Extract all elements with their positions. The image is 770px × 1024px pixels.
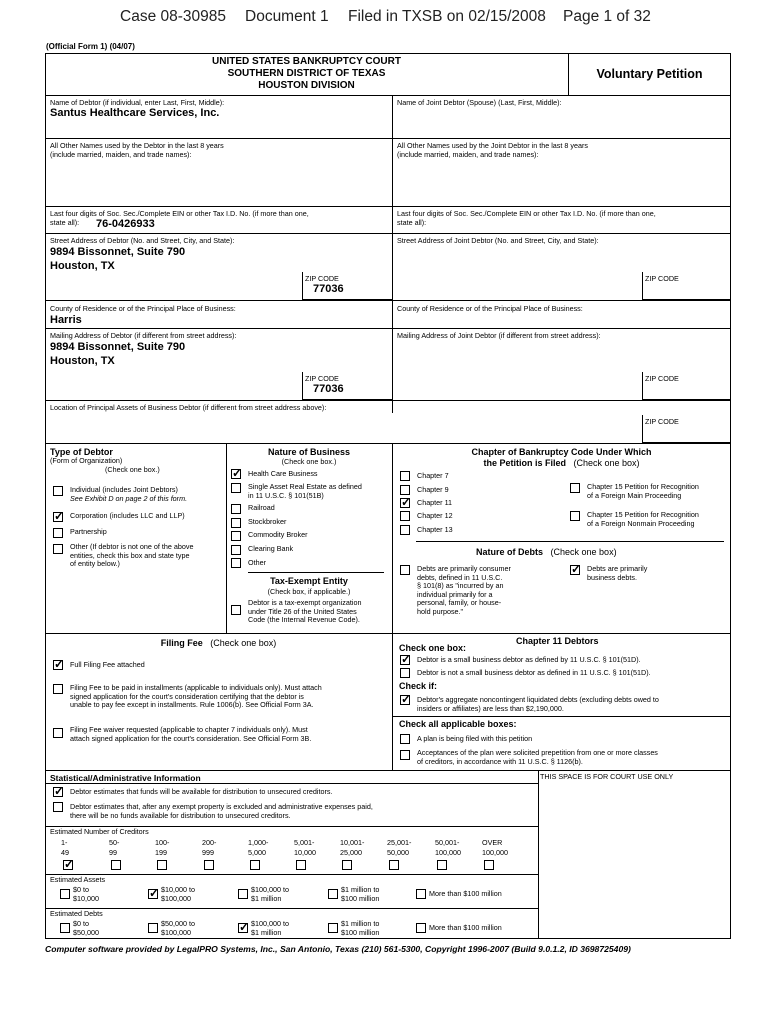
creditors-option-label-a: 1- (61, 838, 68, 847)
railroad-checkbox[interactable] (231, 504, 241, 514)
installments-l2: signed application for the court's consideration certifying that the debtor is (70, 691, 304, 701)
small-business-label: Debtor is a small business debtor as defined by 11 U.S.C. § 101(51D). (417, 655, 641, 664)
creditors-option-checkbox[interactable] (111, 860, 121, 870)
debtor-mail-line1: 9894 Bissonnet, Suite 790 (50, 341, 186, 353)
installments-l1: Filing Fee to be paid in installments (applicable to individuals only). Must attach (70, 683, 322, 692)
zip-label: ZIP CODE (305, 274, 339, 283)
other-entity-label (70, 543, 193, 569)
assets-option-label-a: More than $100 million (429, 889, 502, 898)
fee-waiver-checkbox[interactable] (53, 728, 63, 738)
single-asset-l2: in 11 U.S.C. § 101(51B) (248, 490, 324, 500)
joint-mail-zip-box (642, 372, 731, 400)
creditors-option-label-a: 50,001- (435, 838, 460, 847)
chapter-12-checkbox[interactable] (400, 511, 410, 521)
debts-option-label-a: $50,000 to (161, 919, 195, 928)
assets-option-label-b: $100,000 (161, 894, 191, 903)
creditors-option-label-b: 99 (109, 848, 117, 857)
consumer-debts-label (417, 565, 511, 617)
chapter-title2: the Petition is Filed (483, 458, 566, 468)
chapter-11-checkbox[interactable] (400, 498, 410, 508)
debts-option-checkbox[interactable] (416, 923, 426, 933)
creditors-option-label-b: 100,000 (482, 848, 508, 857)
type-of-debtor-sub2: (Check one box.) (105, 465, 160, 474)
debtor-ein-label (50, 210, 309, 227)
page-number: Page 1 of 32 (563, 8, 651, 25)
court-use-only: THIS SPACE IS FOR COURT USE ONLY (540, 772, 674, 781)
consumer-l2: debts, defined in 11 U.S.C. (417, 572, 503, 582)
chapter-check-hint: (Check one box) (573, 458, 640, 468)
creditors-option-label-b: 100,000 (435, 848, 461, 857)
creditors-option-checkbox[interactable] (342, 860, 352, 870)
debtor-street-label: Street Address of Debtor (No. and Street, City, and State): (50, 236, 235, 245)
consumer-l5: personal, family, or house- (417, 598, 502, 608)
check-one-box: Check one box: (399, 643, 467, 653)
acceptances-label (417, 749, 658, 766)
chapter-15-nonmain-checkbox[interactable] (570, 511, 580, 521)
joint-ein-label (397, 210, 656, 227)
tax-exempt-l2: under Title 26 of the United States (248, 606, 357, 616)
assets-option-checkbox[interactable] (328, 889, 338, 899)
debtor-mail-zip: 77036 (313, 383, 344, 395)
other-business-label: Other (248, 558, 266, 567)
clearing-bank-checkbox[interactable] (231, 545, 241, 555)
creditors-option-label-b: 50,000 (387, 848, 409, 857)
joint-other-names-l2: (include married, maiden, and trade names): (397, 149, 539, 159)
clearing-bank-label: Clearing Bank (248, 544, 294, 553)
funds-available-label: Debtor estimates that funds will be available for distribution to unsecured creditors. (70, 787, 333, 796)
type-of-debtor-title: Type of Debtor (50, 447, 113, 457)
ch11-debtors-title: Chapter 11 Debtors (516, 636, 599, 646)
creditors-option-label-a: 50- (109, 838, 120, 847)
no-funds-label (70, 803, 373, 820)
zip-label: ZIP CODE (645, 417, 679, 426)
creditors-option-label-b: 49 (61, 848, 69, 857)
zip-label: ZIP CODE (645, 374, 679, 383)
full-fee-label: Full Filing Fee attached (70, 660, 145, 669)
debtor-other-names-label (50, 142, 224, 159)
debts-option-checkbox[interactable] (148, 923, 158, 933)
debts-option-label-b: $100 million (341, 928, 380, 937)
creditors-option-label-b: 10,000 (294, 848, 316, 857)
installments-l3: unable to pay fee except in installments. Rule 1006(b). See Official Form 3A. (70, 700, 314, 710)
debtor-zip-box (302, 272, 392, 300)
filing-fee-title: Filing Fee (160, 638, 203, 648)
creditors-option-label-a: 5,001- (294, 838, 315, 847)
court-heading (45, 56, 568, 92)
debts-option-checkbox[interactable] (328, 923, 338, 933)
debts-option-label-b: $1 million (251, 928, 282, 937)
petition-title: Voluntary Petition (596, 67, 703, 81)
installments-checkbox[interactable] (53, 684, 63, 694)
nature-debts-row (476, 547, 617, 558)
individual-l1: Individual (includes Joint Debtors) (70, 485, 178, 494)
creditors-option-label-b: 5,000 (248, 848, 266, 857)
filing-fee-hint: (Check one box) (210, 638, 277, 648)
debtor-street-line2: Houston, TX (50, 260, 115, 272)
debtor-name: Santus Healthcare Services, Inc. (50, 107, 220, 119)
debts-option-checkbox[interactable] (238, 923, 248, 933)
debtor-mail-label: Mailing Address of Debtor (if different from street address): (50, 331, 237, 340)
aggregate-debts-checkbox[interactable] (400, 695, 410, 705)
debts-option-label-b: $50,000 (73, 928, 99, 937)
location-zip-box (642, 415, 731, 443)
debtor-county: Harris (50, 314, 82, 326)
debtor-zip: 77036 (313, 283, 344, 295)
joint-ein-l1: Last four digits of Soc. Sec./Complete EIN or other Tax I.D. No. (if more than one, (397, 209, 656, 218)
creditors-option-checkbox[interactable] (63, 860, 73, 870)
assets-label: Estimated Assets (50, 875, 106, 884)
assets-option-label-a: $100,000 to (251, 885, 289, 894)
single-asset-checkbox[interactable] (231, 483, 241, 493)
debts-option-label-a: $1 million to (341, 919, 380, 928)
document-number: Document 1 (245, 8, 329, 25)
creditors-option-label-a: 100- (155, 838, 170, 847)
fee-waiver-label (70, 726, 311, 743)
acceptances-l2: of creditors, in accordance with 11 U.S.C. § 1126(b). (417, 756, 583, 766)
corporation-checkbox[interactable] (53, 512, 63, 522)
commodity-broker-label: Commodity Broker (248, 530, 308, 539)
nature-debts-title: Nature of Debts (476, 547, 544, 557)
consumer-l6: hold purpose." (417, 606, 464, 616)
no-funds-checkbox[interactable] (53, 802, 63, 812)
joint-ein-l2: state all): (397, 217, 427, 227)
debtor-mail-zip-box (302, 372, 392, 400)
court-line2: SOUTHERN DISTRICT OF TEXAS (227, 68, 386, 79)
creditors-label: Estimated Number of Creditors (50, 827, 149, 836)
business-l2: business debts. (587, 572, 637, 582)
filed-date: Filed in TXSB on 02/15/2008 (348, 8, 546, 25)
nature-business-title: Nature of Business (267, 447, 351, 457)
assets-option-checkbox[interactable] (238, 889, 248, 899)
chapter-13-label: Chapter 13 (417, 525, 453, 534)
creditors-option-checkbox[interactable] (204, 860, 214, 870)
assets-option-checkbox[interactable] (416, 889, 426, 899)
joint-other-names-l1: All Other Names used by the Joint Debtor in the last 8 years (397, 141, 588, 150)
creditors-option-checkbox[interactable] (389, 860, 399, 870)
tax-exempt-label (248, 599, 361, 625)
partnership-checkbox[interactable] (53, 528, 63, 538)
creditors-option-checkbox[interactable] (437, 860, 447, 870)
commodity-broker-checkbox[interactable] (231, 531, 241, 541)
zip-label: ZIP CODE (645, 274, 679, 283)
other-entity-l3: of entity below.) (70, 559, 120, 569)
installments-label (70, 684, 322, 710)
chapter-title2-row (392, 458, 731, 469)
assets-option-checkbox[interactable] (60, 889, 70, 899)
business-debts-label (587, 565, 647, 582)
chapter-12-label: Chapter 12 (417, 511, 453, 520)
debtor-ein-l1: Last four digits of Soc. Sec./Complete EIN or other Tax I.D. No. (if more than one, (50, 209, 309, 218)
tax-exempt-l3: Code (the Internal Revenue Code). (248, 615, 360, 625)
not-small-business-label: Debtor is not a small business debtor as defined in 11 U.S.C. § 101(51D). (417, 668, 651, 677)
chapter-13-checkbox[interactable] (400, 525, 410, 535)
debtor-name-label: Name of Debtor (if individual, enter Last, First, Middle): (50, 98, 225, 107)
creditors-option-label-b: 25,000 (340, 848, 362, 857)
other-entity-l2: entities, check this box and state type (70, 550, 190, 560)
check-if: Check if: (399, 681, 438, 691)
consumer-l1: Debts are primarily consumer (417, 564, 511, 573)
debtor-ein-l2: state all): (50, 217, 80, 227)
creditors-option-checkbox[interactable] (157, 860, 167, 870)
nature-business-sub: (Check one box.) (281, 457, 337, 466)
check-all-boxes: Check all applicable boxes: (399, 719, 517, 729)
corporation-label: Corporation (includes LLC and LLP) (70, 511, 185, 520)
funds-available-checkbox[interactable] (53, 787, 63, 797)
other-entity-l1: Other (If debtor is not one of the above (70, 542, 194, 551)
type-of-debtor-sub1: (Form of Organization) (50, 456, 123, 465)
health-care-label: Health Care Business (248, 469, 318, 478)
individual-checkbox[interactable] (53, 486, 63, 496)
railroad-label: Railroad (248, 503, 275, 512)
debtor-street-line1: 9894 Bissonnet, Suite 790 (50, 246, 186, 258)
form-id: (Official Form 1) (04/07) (46, 42, 135, 51)
creditors-option-label-b: 199 (155, 848, 167, 857)
not-small-business-checkbox[interactable] (400, 668, 410, 678)
tax-exempt-checkbox[interactable] (231, 605, 241, 615)
assets-option-label-a: $1 million to (341, 885, 380, 894)
zip-label: ZIP CODE (305, 374, 339, 383)
debtor-mail-line2: Houston, TX (50, 355, 115, 367)
creditors-option-label-a: 10,001- (340, 838, 365, 847)
creditors-option-label-a: OVER (482, 838, 503, 847)
assets-option-label-a: $10,000 to (161, 885, 195, 894)
assets-option-checkbox[interactable] (148, 889, 158, 899)
tax-exempt-sub: (Check box, if applicable.) (267, 587, 351, 596)
debts-option-checkbox[interactable] (60, 923, 70, 933)
stats-title: Statistical/Administrative Information (50, 773, 201, 783)
chapter-15-nonmain-label (587, 511, 699, 528)
acceptances-l1: Acceptances of the plan were solicited prepetition from one or more classes (417, 748, 658, 757)
debts-option-label-a: More than $100 million (429, 923, 502, 932)
chapter-11-label: Chapter 11 (417, 498, 453, 507)
joint-street-label: Street Address of Joint Debtor (No. and Street, City, and State): (397, 236, 599, 245)
individual-label (70, 486, 187, 503)
chapter-9-checkbox[interactable] (400, 485, 410, 495)
joint-county-label: County of Residence or of the Principal Place of Business: (397, 304, 583, 313)
creditors-option-checkbox[interactable] (296, 860, 306, 870)
creditors-option-label-a: 1,000- (248, 838, 269, 847)
single-asset-label (248, 483, 362, 500)
individual-l2: See Exhibit D on page 2 of this form. (70, 493, 188, 503)
location-label: Location of Principal Assets of Business Debtor (if different from street address above): (50, 403, 327, 412)
debts-label: Estimated Debts (50, 909, 103, 918)
full-fee-checkbox[interactable] (53, 660, 63, 670)
fee-waiver-l1: Filing Fee waiver requested (applicable to chapter 7 individuals only). Must (70, 725, 308, 734)
creditors-option-label-b: 999 (202, 848, 214, 857)
chapter-15-nonmain-l2: of a Foreign Nonmain Proceeding (587, 518, 695, 528)
nature-debts-hint: (Check one box) (550, 547, 617, 557)
joint-mail-label: Mailing Address of Joint Debtor (if different from street address): (397, 331, 601, 340)
joint-zip-box (642, 272, 731, 300)
creditors-option-label-a: 200- (202, 838, 217, 847)
debtor-other-names-l1: All Other Names used by the Debtor in the last 8 years (50, 141, 224, 150)
debtor-county-label: County of Residence or of the Principal Place of Business: (50, 304, 236, 313)
creditors-option-checkbox[interactable] (484, 860, 494, 870)
stockbroker-label: Stockbroker (248, 517, 287, 526)
joint-other-names-label (397, 142, 588, 159)
assets-option-label-a: $0 to (73, 885, 89, 894)
debtor-ein: 76-0426933 (96, 218, 155, 230)
chapter-9-label: Chapter 9 (417, 485, 449, 494)
other-business-checkbox[interactable] (231, 558, 241, 568)
plan-filed-checkbox[interactable] (400, 734, 410, 744)
single-asset-l1: Single Asset Real Estate as defined (248, 482, 362, 491)
chapter-7-label: Chapter 7 (417, 471, 449, 480)
consumer-l3: § 101(8) as "incurred by an (417, 581, 504, 591)
partnership-label: Partnership (70, 527, 107, 536)
chapter-7-checkbox[interactable] (400, 471, 410, 481)
debts-option-label-a: $100,000 to (251, 919, 289, 928)
tax-exempt-title: Tax-Exempt Entity (270, 576, 348, 586)
filing-fee-heading (45, 638, 392, 649)
business-l1: Debts are primarily (587, 564, 648, 573)
consumer-l4: individual primarily for a (417, 589, 493, 599)
joint-name-label: Name of Joint Debtor (Spouse) (Last, First, Middle): (397, 98, 562, 107)
assets-option-label-b: $1 million (251, 894, 282, 903)
plan-filed-label: A plan is being filed with this petition (417, 734, 533, 743)
assets-option-label-b: $10,000 (73, 894, 99, 903)
acceptances-checkbox[interactable] (400, 750, 410, 760)
fee-waiver-l2: attach signed application for the court's consideration. See Official Form 3B. (70, 733, 312, 743)
consumer-debts-checkbox[interactable] (400, 565, 410, 575)
chapter-15-main-label (587, 483, 699, 500)
chapter-title1: Chapter of Bankruptcy Code Under Which (471, 447, 652, 457)
court-line1: UNITED STATES BANKRUPTCY COURT (212, 56, 401, 67)
aggregate-l2: insiders or affiliates) are less than $2,190,000. (417, 703, 564, 713)
court-line3: HOUSTON DIVISION (258, 80, 355, 91)
stockbroker-checkbox[interactable] (231, 518, 241, 528)
chapter-15-nonmain-l1: Chapter 15 Petition for Recognition (587, 510, 699, 519)
aggregate-l1: Debtor's aggregate noncontingent liquidated debts (excluding debts owed to (417, 695, 659, 704)
chapter-15-main-checkbox[interactable] (570, 483, 580, 493)
business-debts-checkbox[interactable] (570, 565, 580, 575)
debts-option-label-b: $100,000 (161, 928, 191, 937)
debtor-other-names-l2: (include married, maiden, and trade names): (50, 149, 192, 159)
chapter-15-main-l1: Chapter 15 Petition for Recognition (587, 482, 699, 491)
tax-exempt-l1: Debtor is a tax-exempt organization (248, 598, 362, 607)
small-business-checkbox[interactable] (400, 655, 410, 665)
other-entity-checkbox[interactable] (53, 544, 63, 554)
health-care-checkbox[interactable] (231, 469, 241, 479)
no-funds-l1: Debtor estimates that, after any exempt property is excluded and administrative expenses paid, (70, 802, 373, 811)
software-footer: Computer software provided by LegalPRO Systems, Inc., San Antonio, Texas (210) 561-5300, Copyright 1996-2007 (Build 9.0.1.2, ID 3698725409) (45, 944, 631, 954)
creditors-option-label-a: 25,001- (387, 838, 412, 847)
creditors-option-checkbox[interactable] (250, 860, 260, 870)
chapter-15-main-l2: of a Foreign Main Proceeding (587, 490, 682, 500)
assets-option-label-b: $100 million (341, 894, 380, 903)
case-number: Case 08-30985 (120, 8, 226, 25)
no-funds-l2: there will be no funds available for distribution to unsecured creditors. (70, 810, 291, 820)
aggregate-debts-label (417, 696, 659, 713)
debts-option-label-a: $0 to (73, 919, 89, 928)
